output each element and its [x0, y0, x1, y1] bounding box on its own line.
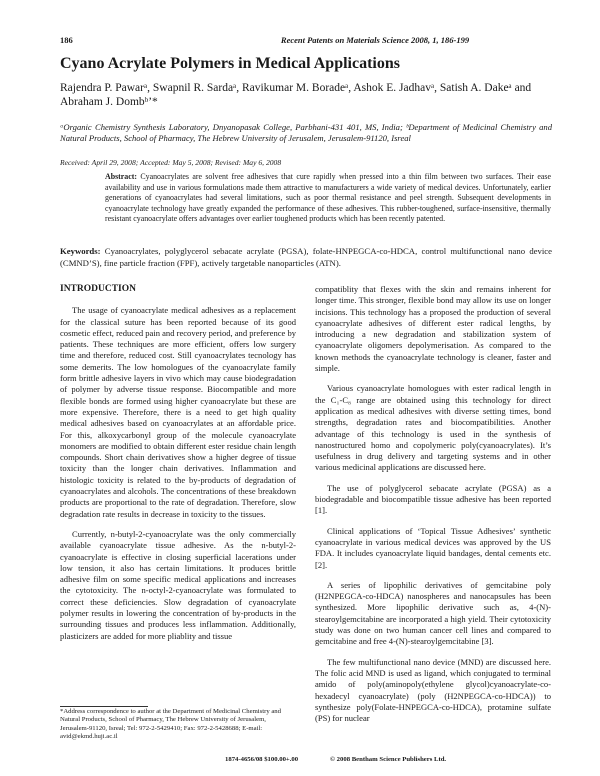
body-paragraph: Various cyanoacrylate homologues with ester radical length in the C₁-C₈ range are obtained using this technology for direct application as medical adhesives with diverse setting times, bond strengths, degradation rates and biocompatibilities. Another advantage of this technology is used in the synthesis of nanostructured homo and copolymeric poly(cyanoacrylates). It’s usefulness in drug delivery and targeting systems and in other various medicinal applications are discussed here.: [315, 383, 551, 473]
footer-issn: 1874-4656/08 $100.00+.00: [225, 756, 299, 763]
body-paragraph: Currently, n-butyl-2-cyanoacrylate was the only commercially available cyanoacrylate tissue adhesive. As the n-butyl-2-cyanoacrylate is effective in closing superficial lacerations under low tension, it also has certain limitations. It produces brittle adhesive film on some specific medical applications and increases the cytotoxicity. The n-octyl-2-cyanoacrylate was formulated to correct these deficiencies. Slow degradation of cyanoacrylate polymer results in lowering the concentration of by-products in the surrounding tissues and produces less inflammation. Additionally, plasticizers are added for more pliablity and tissue: [60, 528, 296, 641]
page-number: 186: [60, 35, 73, 45]
left-column: [60, 284, 296, 651]
footnote-divider: [60, 706, 148, 707]
keywords: [60, 245, 552, 269]
section-heading-introduction: INTRODUCTION: [60, 284, 137, 294]
body-paragraph: The few multifunctional nano device (MND) are discussed here. The folic acid MND is used as ligand, which conjugated to terminal amido of poly(aminopoly(ethylene glycol)cyanoacrylate-co-hexadecyl cyanoacrylate) (poly (H2NPEGCA-co-HDCA)) to synthesize poly(Folate-HNPEGCA-co-HDCA), protamine sulfate (PS) for nuclear: [315, 656, 551, 724]
keywords-text: Cyanoacrylates, polyglycerol sebacate acrylate (PGSA), folate-HNPEGCA-co-HDCA, control multifunctional nano device (CMND’S), fine particle fraction (FPF), actively targetable nanoparticles (ATN).: [60, 246, 552, 268]
author-list: Rajendra P. Pawarᵃ, Swapnil R. Sardaᵃ, Ravikumar M. Boradeᵃ, Ashok E. Jadhavᵃ, Satish A. Dakeᵃ and Abraham J. Dombᵇ’*: [60, 82, 532, 108]
abstract-text: Cyanoacrylates are solvent free adhesives that cure rapidly when pressed into a thin film between two surfaces. Their ease availability and use in various formulations made them attractive to manufacturers a wide variety of medical devices. Unfortunately, earlier generations of cyanoacrylates had several limitations, such as poor thermal resistance and peel strength. Subsequent developments in cyanoacrylate technology have greatly expanded the performance of these adhesives. This rubber-toughened, surface-insensitive, thermally resistant cyanoacrylate offers advantages over earlier toughened products which has been recently patented.: [105, 172, 551, 223]
body-paragraph: The use of polyglycerol sebacate acrylate (PGSA) as a biodegradable and biocompatible tissue adhesive has been reported [1].: [315, 482, 551, 516]
abstract: [105, 172, 551, 225]
abstract-label: Abstract:: [105, 172, 137, 181]
footer-copyright: © 2008 Bentham Science Publishers Ltd.: [330, 756, 447, 763]
right-column: [315, 284, 551, 733]
keywords-label: Keywords:: [60, 246, 101, 256]
body-paragraph: compatiblity that flexes with the skin and remains inherent for longer time. This stronger, flexible bond may allow its use on longer incisions. This technology has a proposed the production of several cyanoacrylate adhesives of different ester radical lengths, by introducing a new degradation and stabilization system of cyanoacrylate oligomers depolymerisation. As compared to the known methods the cyanoacrylate technology is cleaner, faster and simple.: [315, 284, 551, 374]
correspondence-footnote: *Address correspondence to author at the Department of Medicinal Chemistry and Natural Products, School of Pharmacy, The Hebrew University of Jerusalem, Jerusalem-91120, Isreal; Tel: 972-2-5429410; Fax: 972-2-5428688; E-mail: avid@ekmd.huji.ac.il: [60, 708, 281, 741]
article-title: Cyano Acrylate Polymers in Medical Applications: [60, 55, 400, 72]
body-paragraph: Clinical applications of ‘Topical Tissue Adhesives’ synthetic cyanoacrylate in various medical devices was approved by the US FDA. It includes cyanoacrylate liquid bandages, dental cements etc. [2].: [315, 525, 551, 570]
journal-header: Recent Patents on Materials Science 2008, 1, 186-199: [280, 35, 470, 45]
body-paragraph: The usage of cyanoacrylate medical adhesives as a replacement for the classical suture has been reported because of its good cosmetic effect, reduced pain and recovery period, and preference by patients. These techniques are more efficient, offers low surgery time and therefore, reduced cost. Still cyanoacrylates tecnology has some demerits. The low homologues of the cyanoacrylate family form brittle adhesive layers in vivo which may cause biodegradation of polymer by adverse tissue response. Biocompatible and more flexible bonds are formed using higher cyanoacrylate but these are more expensive. Therefore, there is a need to get high quality medical adhesives based on cyanoacrylates at an affordable price. For this, alkoxycarbonyl group of the molecule cyanoacrylate monomers are modified to obtain different ester residue chain length compounds. Short chain derivatives show a higher degree of tissue toxicity than the longer chain derivatives. Inflammation and histologic toxicity is related to the by-products of degradation of cyanoacrylates and alcohols. The concentrations of these breakdown products are proportional to the rate of degradation. Therefore, slow degradation rate results in decrease in toxicity to the tissues.: [60, 305, 296, 519]
affiliations: ᵃOrganic Chemistry Synthesis Laboratory, Dnyanopasak College, Parbhani-431 401, MS, India; ᵇDepartment of Medicinal Chemistry and Natural Products, School of Pharmacy, The Hebrew University of Jerusalem, Jerusalem-91120, Isreal: [60, 122, 552, 143]
article-dates: Received: April 29, 2008; Accepted: May 5, 2008; Revised: May 6, 2008: [60, 158, 282, 167]
body-paragraph: A series of lipophilic derivatives of gemcitabine poly (H2NPEGCA-co-HDCA) nanospheres and nanocapsules has been synthesized. More lipophilic derivative such as, 4-(N)-stearoylgemcitabine are incorporated a high yield. Their cytotoxicity study was done on two human cancer cell lines and compared to gemcitabine and free 4-(N)-stearoylgemcitabine [3].: [315, 579, 551, 647]
